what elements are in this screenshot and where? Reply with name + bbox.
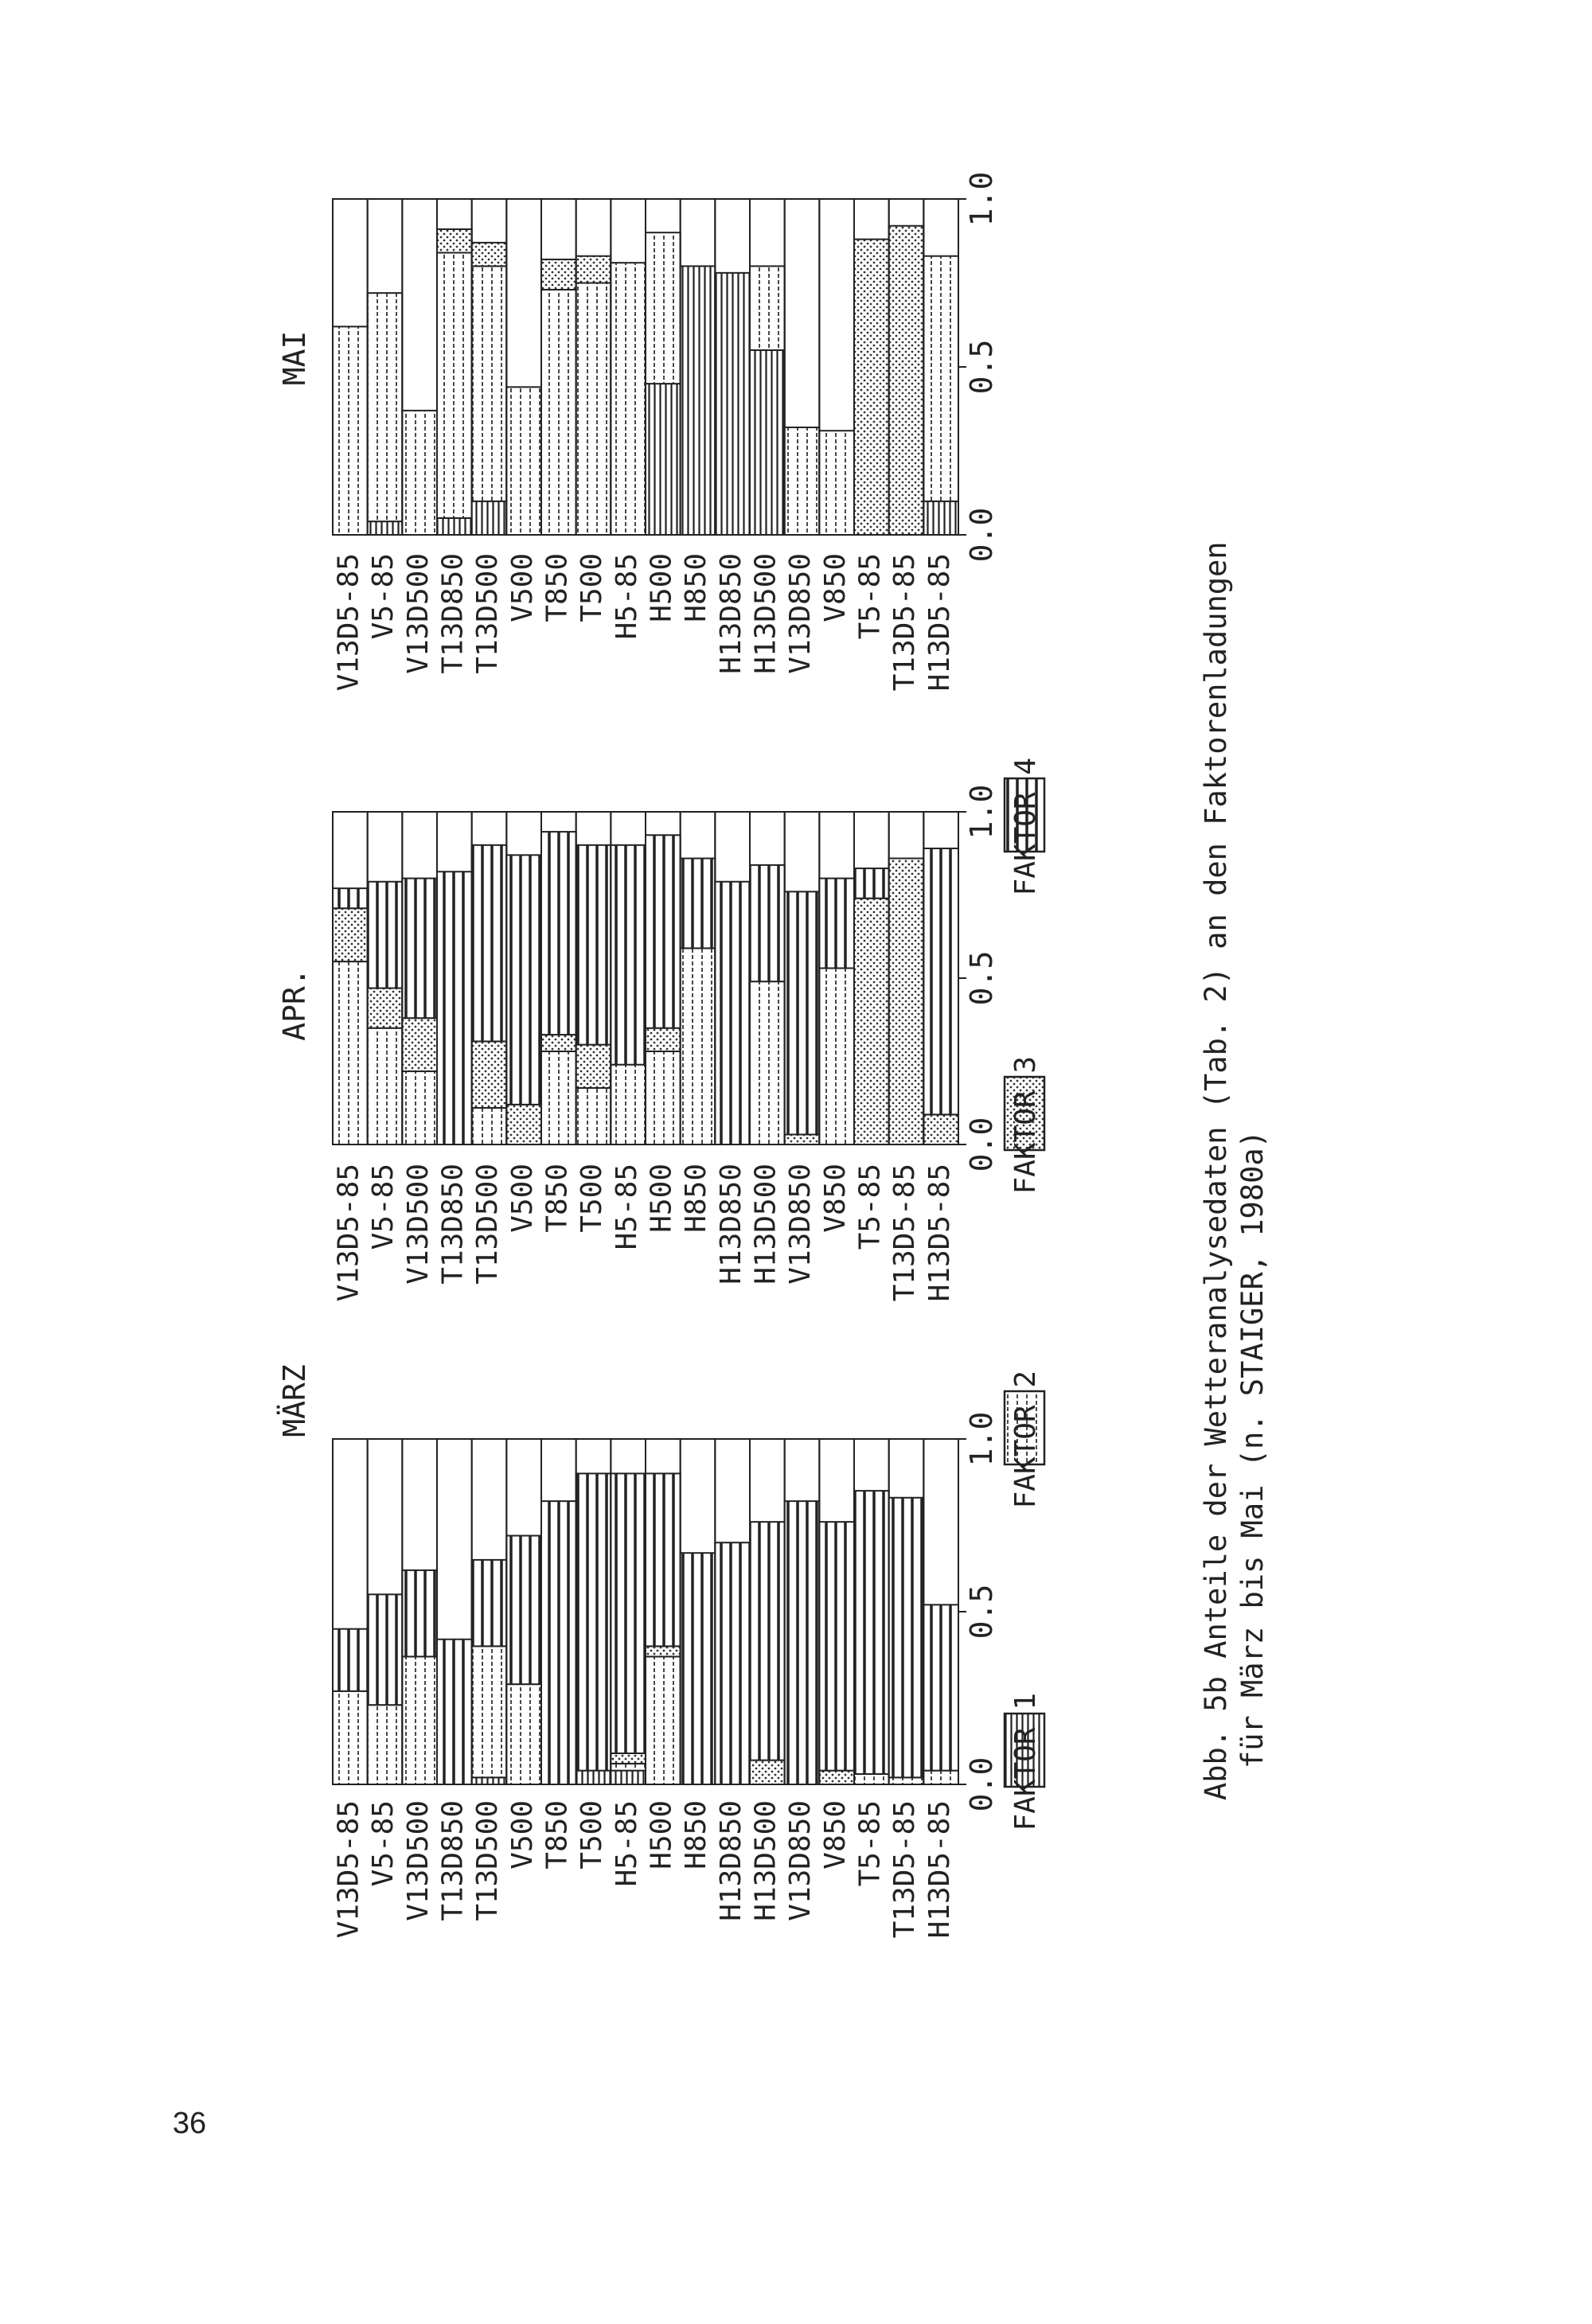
bar-segment-faktor-1 xyxy=(611,1771,646,1784)
chart-title: MAI xyxy=(277,330,312,386)
bar-segment-faktor-2 xyxy=(646,232,681,384)
bar-segment-faktor-2 xyxy=(472,1108,507,1144)
bar-segment-faktor-4 xyxy=(854,868,889,899)
category-label: T850 xyxy=(540,1800,574,1870)
bar-segment-faktor-1 xyxy=(923,501,958,535)
category-label: V13D5-85 xyxy=(332,1800,365,1939)
category-label: T500 xyxy=(576,1800,609,1870)
category-label: H850 xyxy=(680,1164,713,1233)
bar-segment-faktor-2 xyxy=(785,427,820,535)
bar-segment-faktor-4 xyxy=(646,835,681,1027)
bar-segment-faktor-3 xyxy=(472,243,507,267)
category-label: H13D5-85 xyxy=(923,1800,956,1939)
bar-segment-faktor-2 xyxy=(333,961,368,1144)
tick-label: 0.5 xyxy=(964,950,999,1006)
bar-segment-faktor-3 xyxy=(541,259,576,290)
tick-label: 0.5 xyxy=(964,1584,999,1640)
bar-segment-faktor-1 xyxy=(750,350,785,535)
bar-segment-faktor-4 xyxy=(576,1473,611,1770)
category-label: T5-85 xyxy=(853,1164,887,1250)
category-label: H5-85 xyxy=(610,553,643,640)
bar-segment-faktor-4 xyxy=(750,1522,785,1760)
category-label: V850 xyxy=(818,1800,852,1870)
bar-segment-faktor-3 xyxy=(472,1041,507,1108)
bar-segment-faktor-3 xyxy=(646,1028,681,1051)
bar-segment-faktor-2 xyxy=(750,266,785,350)
category-label: V500 xyxy=(505,1164,539,1233)
bar-segment-faktor-2 xyxy=(576,283,611,536)
bar-segment-faktor-3 xyxy=(819,1771,854,1784)
category-label: T13D850 xyxy=(436,1800,470,1921)
tick-label: 0.0 xyxy=(964,1117,999,1172)
category-label: V5-85 xyxy=(367,1800,400,1887)
bar-segment-faktor-2 xyxy=(541,1051,576,1144)
bar-segment-faktor-4 xyxy=(681,859,716,949)
category-label: V13D5-85 xyxy=(332,553,365,692)
bar-segment-faktor-2 xyxy=(889,1777,924,1784)
bar-segment-faktor-2 xyxy=(333,1691,368,1784)
category-label: V850 xyxy=(818,553,852,622)
bar-segment-faktor-2 xyxy=(923,1771,958,1784)
bar-segment-faktor-4 xyxy=(611,1473,646,1753)
category-label: H13D850 xyxy=(714,1800,747,1921)
category-label: H500 xyxy=(645,553,678,622)
bar-segment-faktor-4 xyxy=(472,1560,507,1646)
category-label: H850 xyxy=(680,553,713,622)
category-label: H13D500 xyxy=(749,1800,782,1921)
category-label: T5-85 xyxy=(853,1800,887,1887)
bar-segment-faktor-4 xyxy=(333,1629,368,1691)
bar-segment-faktor-3 xyxy=(576,1045,611,1088)
bar-segment-faktor-2 xyxy=(402,1656,437,1784)
legend-item-faktor-2 xyxy=(1005,1371,1044,1508)
bar-segment-faktor-4 xyxy=(611,845,646,1065)
bar-segment-faktor-2 xyxy=(472,266,507,501)
category-label: H13D5-85 xyxy=(923,553,956,692)
tick-label: 0.5 xyxy=(964,339,999,395)
category-label: H5-85 xyxy=(610,1164,643,1250)
category-label: H13D850 xyxy=(714,553,747,674)
legend-item-faktor-1 xyxy=(1005,1693,1044,1831)
page-number: 36 xyxy=(172,2107,207,2140)
category-label: H500 xyxy=(645,1164,678,1233)
category-label: T500 xyxy=(576,1164,609,1233)
category-label: H850 xyxy=(680,1800,713,1870)
bar-segment-faktor-2 xyxy=(681,948,716,1144)
category-label: T13D850 xyxy=(436,553,470,674)
bar-segment-faktor-4 xyxy=(923,1605,958,1770)
category-label: H5-85 xyxy=(610,1800,643,1887)
bar-segment-faktor-1 xyxy=(681,266,716,535)
bar-segment-faktor-4 xyxy=(506,855,541,1105)
bar-segment-faktor-2 xyxy=(506,1684,541,1784)
bar-segment-faktor-4 xyxy=(368,1594,403,1705)
category-label: T500 xyxy=(576,553,609,622)
bar-segment-faktor-2 xyxy=(611,263,646,535)
category-label: V13D500 xyxy=(401,1164,435,1285)
bar-segment-faktor-2 xyxy=(472,1646,507,1777)
bar-segment-faktor-4 xyxy=(715,1542,750,1784)
bar-segment-faktor-3 xyxy=(854,240,889,535)
bar-segment-faktor-2 xyxy=(541,290,576,535)
bar-segment-faktor-2 xyxy=(611,1065,646,1144)
bar-segment-faktor-1 xyxy=(576,1771,611,1784)
bar-segment-faktor-2 xyxy=(854,1774,889,1784)
tick-label: 1.0 xyxy=(964,784,999,840)
category-label: V13D850 xyxy=(784,553,817,674)
category-label: T850 xyxy=(540,1164,574,1233)
category-label: H500 xyxy=(645,1800,678,1870)
bar-segment-faktor-2 xyxy=(819,431,854,535)
category-label: V13D5-85 xyxy=(332,1164,365,1302)
bar-segment-faktor-3 xyxy=(646,1646,681,1656)
bar-segment-faktor-3 xyxy=(611,1753,646,1764)
category-label: T13D500 xyxy=(471,1164,505,1285)
caption-line-1: Abb. 5b Anteile der Wetteranalysedaten (Tab. 2) an den Faktorenladungen xyxy=(1199,541,1233,1800)
bar-segment-faktor-3 xyxy=(506,1105,541,1144)
charts-layer xyxy=(277,172,999,1939)
category-label: T5-85 xyxy=(853,553,887,640)
chart-title: MÄRZ xyxy=(277,1364,312,1437)
bar-segment-faktor-1 xyxy=(368,521,403,535)
bar-segment-faktor-4 xyxy=(681,1553,716,1784)
category-label: V5-85 xyxy=(367,553,400,640)
caption-line-2: für März bis Mai (n. STAIGER, 1980a) xyxy=(1235,1130,1270,1768)
bar-segment-faktor-4 xyxy=(819,879,854,969)
category-label: V5-85 xyxy=(367,1164,400,1250)
bar-segment-faktor-3 xyxy=(333,908,368,961)
chart-title: APR. xyxy=(277,968,312,1041)
bar-segment-faktor-4 xyxy=(750,865,785,981)
bar-segment-faktor-3 xyxy=(437,229,472,253)
bar-segment-faktor-2 xyxy=(646,1051,681,1144)
bar-segment-faktor-4 xyxy=(437,1640,472,1784)
bar-segment-faktor-4 xyxy=(819,1522,854,1770)
bar-segment-faktor-4 xyxy=(923,848,958,1114)
tick-label: 1.0 xyxy=(964,1411,999,1467)
category-label: V13D500 xyxy=(401,553,435,674)
legend-item-faktor-4 xyxy=(1005,758,1044,895)
category-label: H13D500 xyxy=(749,1164,782,1285)
category-label: V13D850 xyxy=(784,1164,817,1285)
category-label: T13D500 xyxy=(471,1800,505,1921)
bar-segment-faktor-2 xyxy=(402,1071,437,1144)
category-label: T13D5-85 xyxy=(888,1164,922,1302)
legend-label: FAKTOR 3 xyxy=(1009,1056,1042,1195)
legend xyxy=(1005,758,1044,1831)
bar-segment-faktor-4 xyxy=(854,1491,889,1774)
bar-segment-faktor-4 xyxy=(715,882,750,1144)
bar-segment-faktor-2 xyxy=(368,1028,403,1144)
bar-segment-faktor-4 xyxy=(402,1570,437,1656)
bar-segment-faktor-3 xyxy=(785,1134,820,1144)
category-label: V500 xyxy=(505,1800,539,1870)
bar-segment-faktor-2 xyxy=(402,411,437,535)
bar-segment-faktor-1 xyxy=(472,501,507,535)
bar-segment-faktor-4 xyxy=(541,1501,576,1784)
bar-segment-faktor-3 xyxy=(541,1035,576,1051)
bar-segment-faktor-4 xyxy=(785,1501,820,1784)
bar-segment-faktor-3 xyxy=(923,1114,958,1144)
category-label: T850 xyxy=(540,553,574,622)
bar-segment-faktor-2 xyxy=(750,981,785,1144)
bar-segment-faktor-2 xyxy=(506,387,541,535)
bar-segment-faktor-4 xyxy=(333,888,368,908)
bar-segment-faktor-4 xyxy=(402,879,437,1019)
chart-panel-1 xyxy=(277,1364,999,1938)
bar-segment-faktor-2 xyxy=(611,1764,646,1771)
bar-segment-faktor-4 xyxy=(506,1536,541,1685)
bar-segment-faktor-3 xyxy=(402,1018,437,1071)
bar-segment-faktor-2 xyxy=(576,1088,611,1144)
bar-segment-faktor-3 xyxy=(889,226,924,535)
bar-segment-faktor-3 xyxy=(750,1761,785,1784)
bar-segment-faktor-2 xyxy=(819,968,854,1144)
category-label: V850 xyxy=(818,1164,852,1233)
category-label: V13D850 xyxy=(784,1800,817,1921)
category-label: H13D500 xyxy=(749,553,782,674)
bar-segment-faktor-3 xyxy=(854,899,889,1144)
tick-label: 0.0 xyxy=(964,1757,999,1812)
bar-segment-faktor-4 xyxy=(472,845,507,1042)
bar-segment-faktor-4 xyxy=(437,872,472,1144)
bar-segment-faktor-3 xyxy=(576,256,611,283)
category-label: T13D500 xyxy=(471,553,505,674)
category-label: T13D5-85 xyxy=(888,553,922,692)
bar-segment-faktor-1 xyxy=(715,273,750,535)
bar-segment-faktor-3 xyxy=(889,859,924,1144)
bar-segment-faktor-2 xyxy=(333,326,368,535)
legend-item-faktor-3 xyxy=(1005,1056,1044,1194)
category-label: V13D500 xyxy=(401,1800,435,1921)
category-label: V500 xyxy=(505,553,539,622)
bar-segment-faktor-4 xyxy=(541,832,576,1035)
bar-segment-faktor-4 xyxy=(576,845,611,1045)
bar-segment-faktor-2 xyxy=(437,253,472,518)
category-label: T13D5-85 xyxy=(888,1800,922,1939)
tick-label: 0.0 xyxy=(964,507,999,563)
bar-segment-faktor-4 xyxy=(646,1473,681,1646)
category-label: H13D5-85 xyxy=(923,1164,956,1302)
bar-segment-faktor-4 xyxy=(889,1498,924,1778)
bar-segment-faktor-1 xyxy=(646,384,681,535)
category-label: H13D850 xyxy=(714,1164,747,1285)
bar-segment-faktor-2 xyxy=(923,256,958,501)
bar-segment-faktor-3 xyxy=(368,988,403,1028)
figure-caption xyxy=(1199,541,1270,1800)
bar-segment-faktor-4 xyxy=(368,882,403,988)
legend-label: FAKTOR 4 xyxy=(1009,758,1042,896)
chart-panel-3 xyxy=(277,172,999,692)
chart-panel-2 xyxy=(277,785,999,1302)
legend-label: FAKTOR 1 xyxy=(1009,1693,1042,1831)
bar-segment-faktor-2 xyxy=(368,1705,403,1784)
bar-segment-faktor-4 xyxy=(785,891,820,1134)
bar-segment-faktor-2 xyxy=(646,1656,681,1784)
bar-segment-faktor-1 xyxy=(472,1777,507,1784)
bar-segment-faktor-1 xyxy=(437,518,472,535)
category-label: T13D850 xyxy=(436,1164,470,1285)
legend-label: FAKTOR 2 xyxy=(1009,1371,1042,1509)
tick-label: 1.0 xyxy=(964,171,999,227)
bar-segment-faktor-2 xyxy=(368,293,403,521)
